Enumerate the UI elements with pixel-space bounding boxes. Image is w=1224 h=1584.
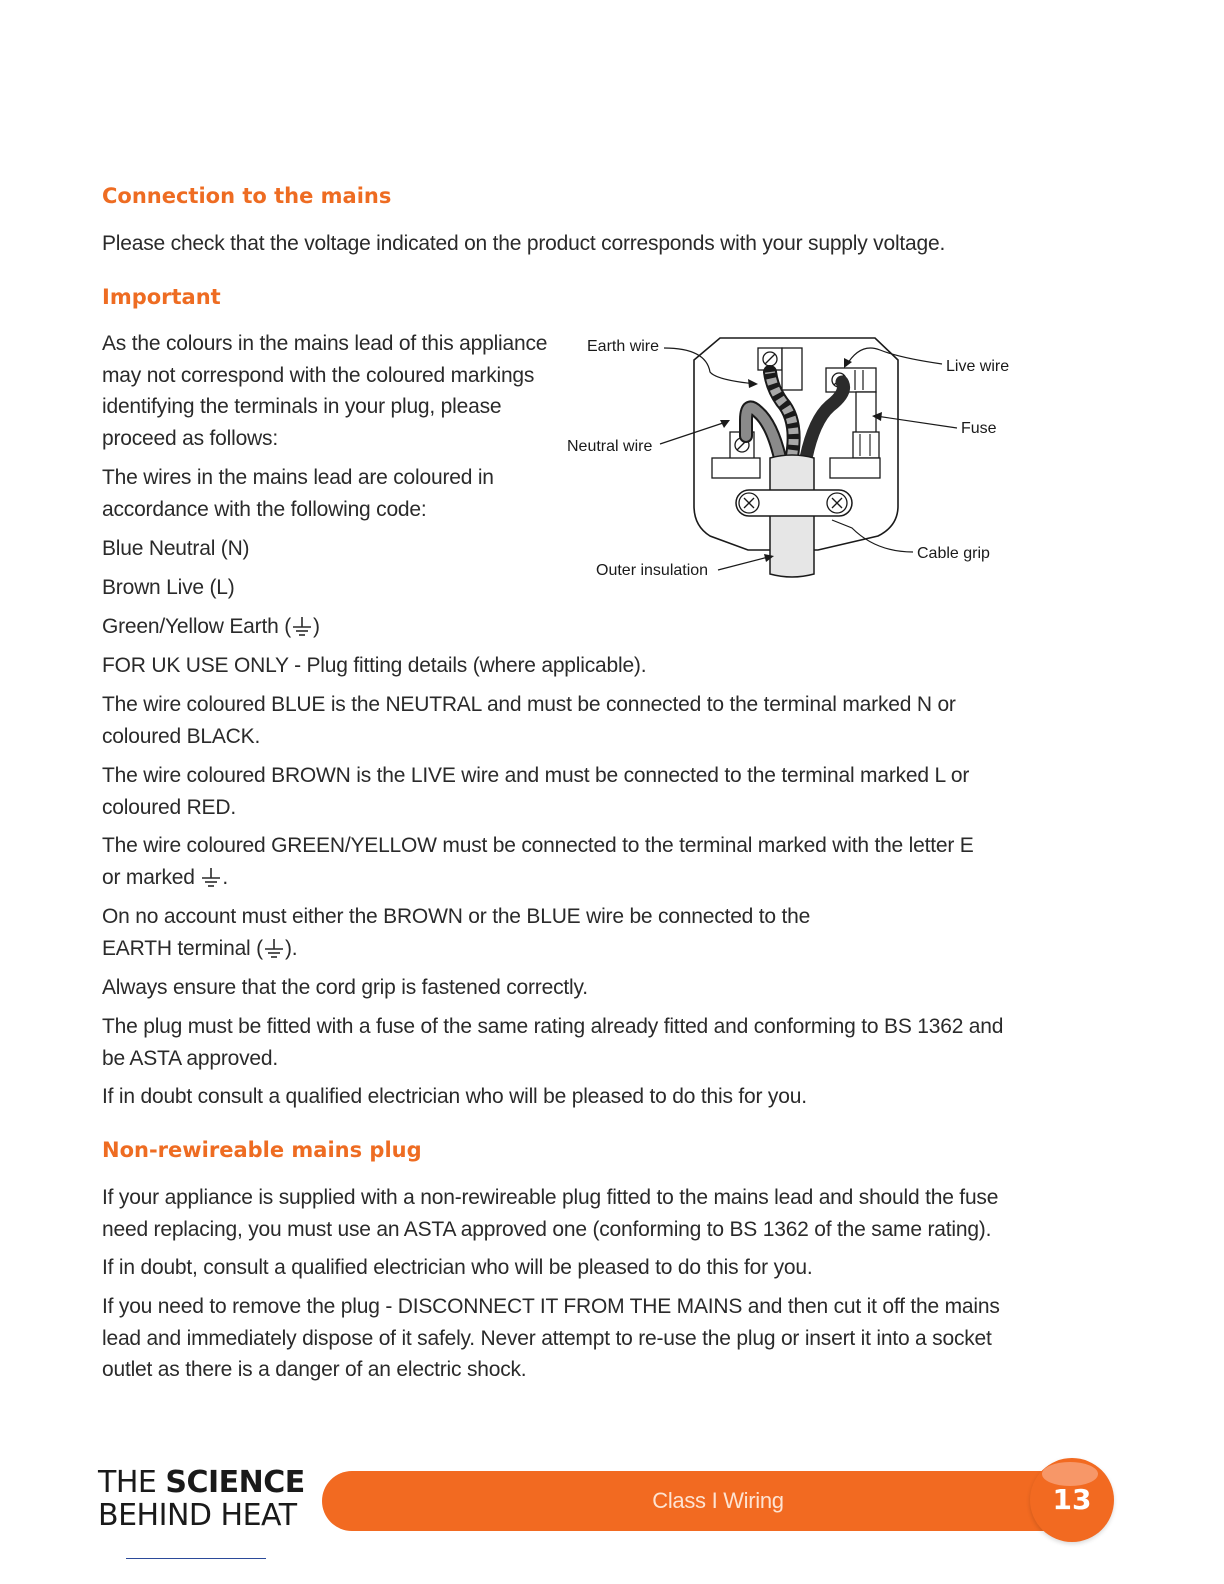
non-rewireable-p2: If in doubt, consult a qualified electrician who will be pleased to do this for you. <box>102 1256 813 1279</box>
label-fuse: Fuse <box>961 420 997 437</box>
intro-paragraph: As the colours in the mains lead of this appliance may not correspond with the coloured markings identifying the terminals in your plug, please proceed as follows: <box>102 332 548 450</box>
label-neutral-wire: Neutral wire <box>567 438 653 455</box>
green-yellow-wire-rule: The wire coloured GREEN/YELLOW must be connected to the terminal marked with the letter E or marked . <box>102 834 974 889</box>
cable-grip-bar <box>736 490 852 516</box>
earth-symbol-icon <box>263 937 285 959</box>
earth-symbol-icon <box>200 866 222 888</box>
label-cable-grip: Cable grip <box>917 545 990 562</box>
label-live-wire: Live wire <box>946 358 1010 375</box>
code-brown-live: Brown Live (L) <box>102 576 235 599</box>
fuse-rule: The plug must be fitted with a fuse of the same rating already fitted and conforming to BS 1362 and be ASTA approved. <box>102 1015 1004 1070</box>
plug-wiring-diagram <box>560 328 1020 590</box>
voltage-check-text: Please check that the voltage indicated on the product corresponds with your supply voltage. <box>102 232 946 255</box>
label-earth-wire: Earth wire <box>587 338 660 355</box>
non-rewireable-p3: If you need to remove the plug - DISCONNECT IT FROM THE MAINS and then cut it off the mains lead and immediately dispose of it safely. Never attempt to re-use the plug or insert it into a socket outlet as there is a danger of an electric shock. <box>102 1295 1000 1381</box>
brown-wire-rule: The wire coloured BROWN is the LIVE wire and must be connected to the terminal marked L or coloured RED. <box>102 764 970 819</box>
earth-symbol-icon <box>291 615 313 637</box>
non-rewireable-p1: If your appliance is supplied with a non-rewireable plug fitted to the mains lead and should the fuse need replacing, you must use an ASTA approved one (conforming to BS 1362 of the same rating). <box>102 1186 999 1241</box>
brand-logo: THE SCIENCE BEHIND HEAT <box>98 1465 305 1533</box>
leader-outer-insulation <box>718 556 772 570</box>
heading-connection-mains: Connection to the mains <box>102 184 392 208</box>
no-account-warning: On no account must either the BROWN or the BLUE wire be connected to the EARTH terminal ( ). <box>102 905 811 960</box>
live-terminal <box>826 368 876 392</box>
label-outer-insulation: Outer insulation <box>596 562 709 579</box>
heading-important: Important <box>102 285 221 309</box>
heading-non-rewireable-plug: Non-rewireable mains plug <box>102 1138 422 1162</box>
blue-wire-rule: The wire coloured BLUE is the NEUTRAL and must be connected to the terminal marked N or coloured BLACK. <box>102 693 956 748</box>
footer-section-title: Class I Wiring <box>652 1488 784 1513</box>
uk-only-note: FOR UK USE ONLY - Plug fitting details (where applicable). <box>102 654 647 677</box>
doubt-note: If in doubt consult a qualified electrician who will be pleased to do this for you. <box>102 1085 807 1108</box>
footer-underline <box>126 1558 266 1559</box>
colour-code-intro: The wires in the mains lead are coloured in accordance with the following code: <box>102 466 494 521</box>
code-green-yellow-earth: Green/Yellow Earth ( ) <box>102 615 320 638</box>
code-blue-neutral: Blue Neutral (N) <box>102 537 250 560</box>
page-number: 13 <box>1052 1483 1092 1516</box>
cord-grip-note: Always ensure that the cord grip is fastened correctly. <box>102 976 588 999</box>
